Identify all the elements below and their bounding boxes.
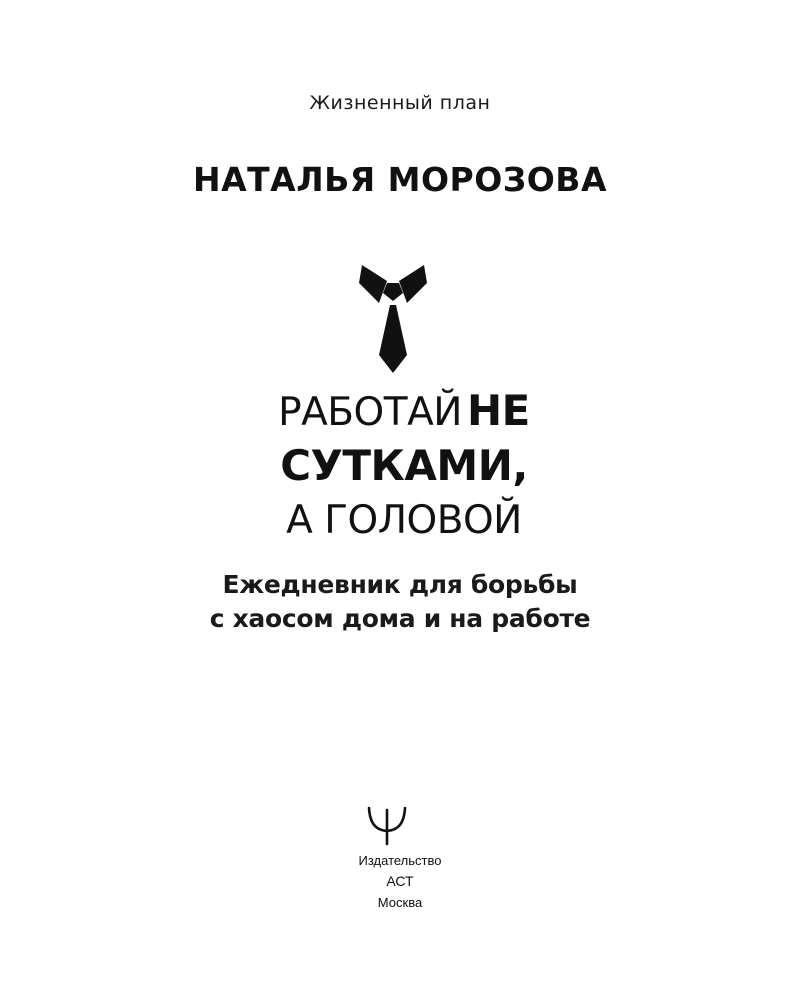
title-light-1: РАБОТАЙ — [278, 390, 462, 435]
title-bold-1: НЕ — [467, 386, 530, 435]
title-light-3: А ГОЛОВОЙ — [286, 498, 522, 543]
title-bold-2: СУТКАМИ, — [280, 441, 528, 490]
publisher-city: Москва — [377, 895, 423, 910]
publisher-name: АСТ — [386, 873, 414, 889]
subtitle-line-2: с хаосом дома и на работе — [209, 604, 591, 633]
book-subtitle — [0, 568, 800, 636]
psi-logo-icon — [366, 806, 408, 846]
series-name: Жизненный план — [309, 92, 491, 114]
tie-icon — [357, 263, 429, 375]
publisher-block — [0, 850, 800, 913]
book-title — [0, 388, 800, 551]
subtitle-line-1: Ежедневник для борьбы — [222, 570, 578, 599]
author-name: НАТАЛЬЯ МОРОЗОВА — [193, 160, 607, 199]
publisher-label: Издательство — [358, 853, 442, 868]
